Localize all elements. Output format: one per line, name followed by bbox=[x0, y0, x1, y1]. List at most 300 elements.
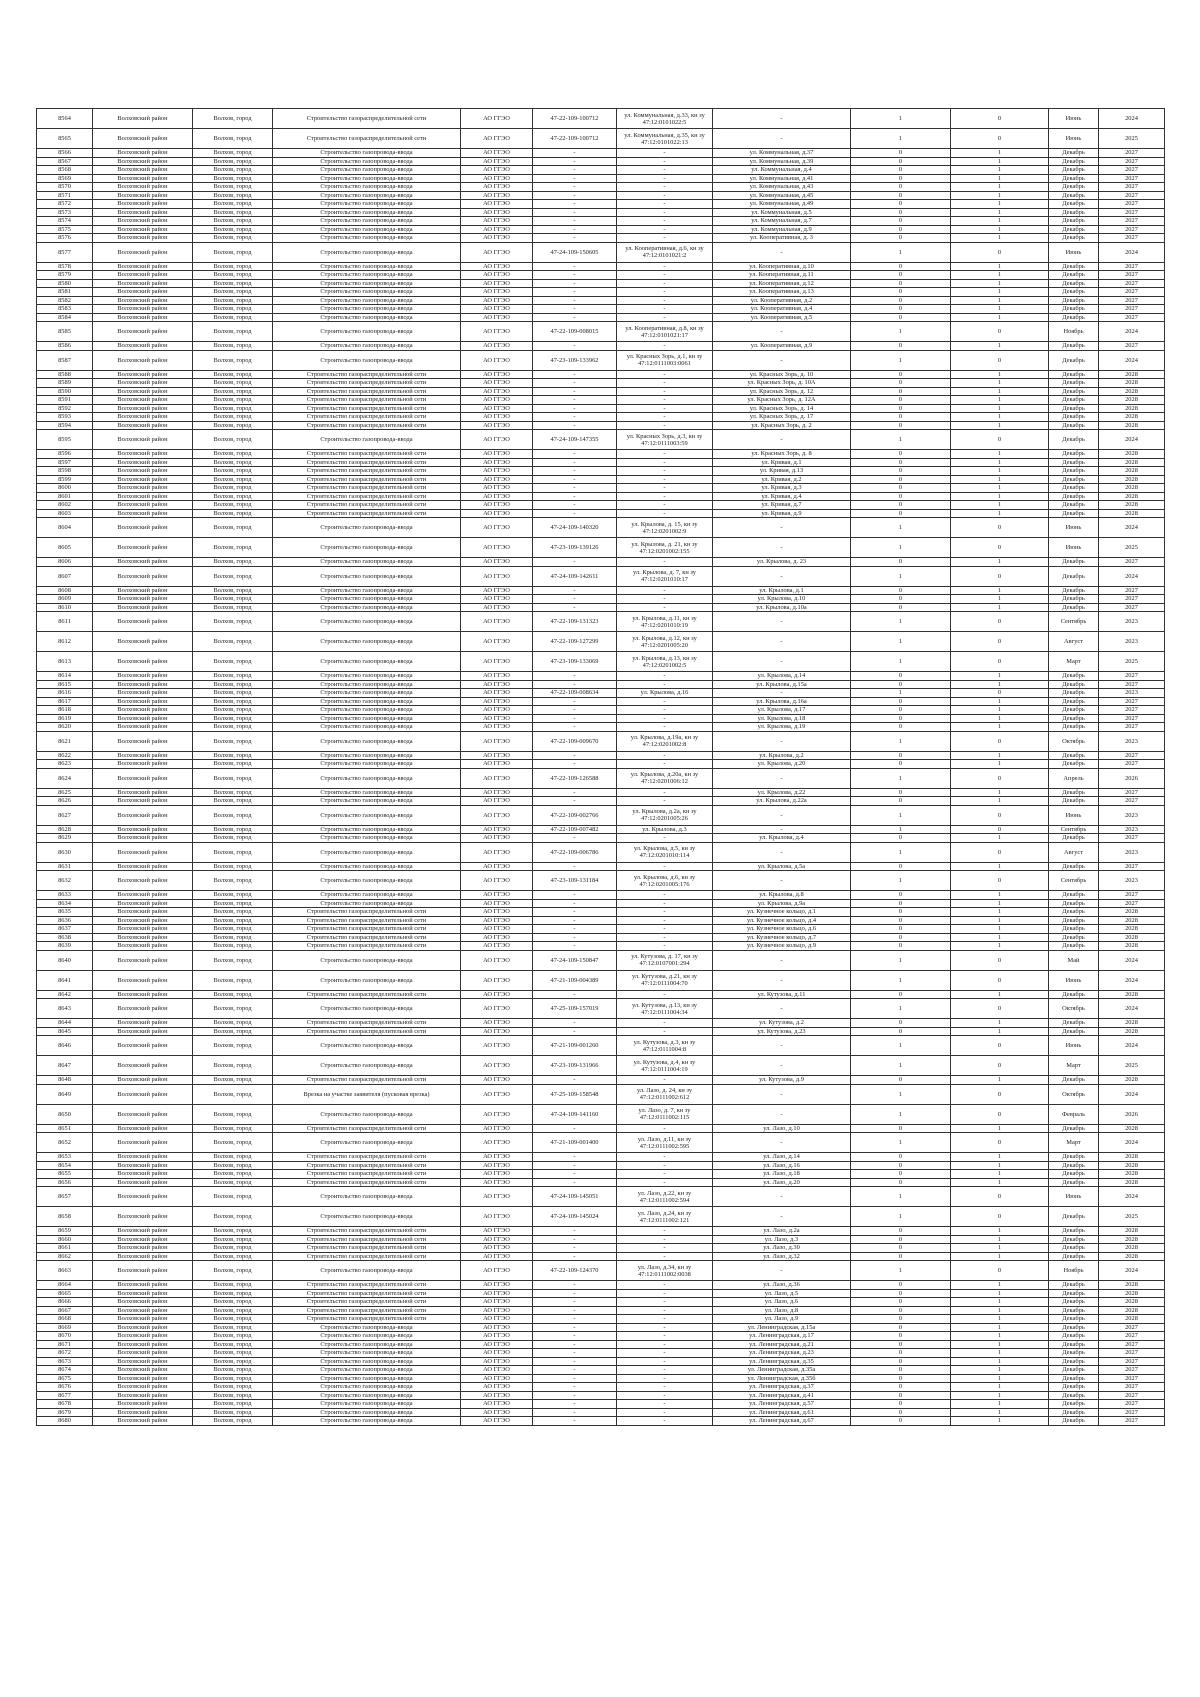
cell-district: Волховский район bbox=[93, 183, 193, 192]
cell-district: Волховский район bbox=[93, 1408, 193, 1417]
table-row bbox=[37, 1235, 1165, 1244]
cell-month: Октябрь bbox=[1049, 1084, 1099, 1104]
table-row bbox=[37, 1170, 1165, 1179]
cell-flag-a: 1 bbox=[851, 1261, 951, 1281]
cell-address: - bbox=[713, 1261, 851, 1281]
cell-locality: Волхов, город bbox=[193, 313, 273, 322]
cell-district: Волховский район bbox=[93, 603, 193, 612]
table-row bbox=[37, 413, 1165, 422]
cell-flag-a: 0 bbox=[851, 271, 951, 280]
cell-organization: АО ГГЭО bbox=[461, 387, 533, 396]
cell-address-with-cadastral: - bbox=[617, 1161, 713, 1170]
cell-organization: АО ГГЭО bbox=[461, 484, 533, 493]
cell-flag-a: 0 bbox=[851, 680, 951, 689]
cell-work-type: Строительство газопровода-ввода bbox=[273, 731, 461, 751]
cell-district: Волховский район bbox=[93, 279, 193, 288]
cell-locality: Волхов, город bbox=[193, 1374, 273, 1383]
cell-district: Волховский район bbox=[93, 296, 193, 305]
cell-row-number: 8670 bbox=[37, 1332, 93, 1341]
cell-address-with-cadastral: ул. Лазо, д. 24, кн зу 47:12:0111002:612 bbox=[617, 1084, 713, 1104]
cell-row-number: 8667 bbox=[37, 1306, 93, 1315]
cell-flag-a: 0 bbox=[851, 1252, 951, 1261]
cell-flag-b: 1 bbox=[951, 157, 1049, 166]
cell-year: 2028 bbox=[1099, 1019, 1165, 1028]
cell-flag-b: 1 bbox=[951, 1019, 1049, 1028]
cell-district: Волховский район bbox=[93, 191, 193, 200]
cell-flag-b: 0 bbox=[951, 1056, 1049, 1076]
cell-address: ул. Лазо, д.20 bbox=[713, 1178, 851, 1187]
cell-application-code: - bbox=[533, 413, 617, 422]
cell-address-with-cadastral: - bbox=[617, 421, 713, 430]
cell-flag-a: 0 bbox=[851, 342, 951, 351]
cell-district: Волховский район bbox=[93, 1019, 193, 1028]
cell-address-with-cadastral: - bbox=[617, 1281, 713, 1290]
cell-year: 2027 bbox=[1099, 595, 1165, 604]
cell-flag-b: 1 bbox=[951, 458, 1049, 467]
cell-row-number: 8651 bbox=[37, 1124, 93, 1133]
cell-district: Волховский район bbox=[93, 396, 193, 405]
cell-address-with-cadastral: - bbox=[617, 1153, 713, 1162]
cell-month: Декабрь bbox=[1049, 305, 1099, 314]
cell-application-code: - bbox=[533, 680, 617, 689]
cell-district: Волховский район bbox=[93, 788, 193, 797]
cell-row-number: 8656 bbox=[37, 1178, 93, 1187]
cell-month: Декабрь bbox=[1049, 1076, 1099, 1085]
cell-month: Декабрь bbox=[1049, 680, 1099, 689]
cell-year: 2026 bbox=[1099, 768, 1165, 788]
table-row bbox=[37, 632, 1165, 652]
table-row bbox=[37, 1207, 1165, 1227]
cell-address: ул. Ленинградская, д.41 bbox=[713, 1391, 851, 1400]
cell-month: Декабрь bbox=[1049, 313, 1099, 322]
cell-address-with-cadastral: - bbox=[617, 313, 713, 322]
cell-district: Волховский район bbox=[93, 595, 193, 604]
cell-district: Волховский район bbox=[93, 379, 193, 388]
cell-year: 2026 bbox=[1099, 1104, 1165, 1124]
cell-flag-a: 0 bbox=[851, 672, 951, 681]
cell-address-with-cadastral: ул. Кутузова, д.21, кн зу 47:12:0111004:70 bbox=[617, 970, 713, 990]
cell-district: Волховский район bbox=[93, 217, 193, 226]
cell-year: 2027 bbox=[1099, 706, 1165, 715]
cell-month: Декабрь bbox=[1049, 208, 1099, 217]
cell-district: Волховский район bbox=[93, 1252, 193, 1261]
cell-application-code: - bbox=[533, 595, 617, 604]
cell-application-code: - bbox=[533, 1281, 617, 1290]
cell-district: Волховский район bbox=[93, 492, 193, 501]
cell-address-with-cadastral: - bbox=[617, 1366, 713, 1375]
cell-application-code: - bbox=[533, 891, 617, 900]
cell-row-number: 8618 bbox=[37, 706, 93, 715]
cell-address: ул. Кузнечное кольцо, д.7 bbox=[713, 933, 851, 942]
cell-year: 2027 bbox=[1099, 1400, 1165, 1409]
cell-address: - bbox=[713, 1133, 851, 1153]
cell-flag-a: 0 bbox=[851, 421, 951, 430]
table-row bbox=[37, 714, 1165, 723]
cell-locality: Волхов, город bbox=[193, 271, 273, 280]
cell-application-code: - bbox=[533, 225, 617, 234]
cell-address: ул. Красных Зорь, д. 14 bbox=[713, 404, 851, 413]
cell-month: Март bbox=[1049, 1133, 1099, 1153]
cell-flag-b: 1 bbox=[951, 586, 1049, 595]
cell-month: Август bbox=[1049, 632, 1099, 652]
cell-address: ул. Ленинградская, д.35 bbox=[713, 1357, 851, 1366]
cell-year: 2024 bbox=[1099, 999, 1165, 1019]
cell-locality: Волхов, город bbox=[193, 149, 273, 158]
table-row bbox=[37, 1187, 1165, 1207]
cell-year: 2027 bbox=[1099, 279, 1165, 288]
cell-work-type: Строительство газораспределительной сети bbox=[273, 1298, 461, 1307]
cell-locality: Волхов, город bbox=[193, 891, 273, 900]
table-row bbox=[37, 1391, 1165, 1400]
cell-address: ул. Крылова, д.16а bbox=[713, 697, 851, 706]
cell-flag-b: 0 bbox=[951, 950, 1049, 970]
cell-work-type: Строительство газораспределительной сети bbox=[273, 413, 461, 422]
cell-organization: АО ГГЭО bbox=[461, 421, 533, 430]
cell-application-code: 47-25-109-158548 bbox=[533, 1084, 617, 1104]
cell-flag-b: 1 bbox=[951, 1332, 1049, 1341]
cell-work-type: Строительство газопровода-ввода bbox=[273, 200, 461, 209]
cell-organization: АО ГГЭО bbox=[461, 538, 533, 558]
cell-year: 2027 bbox=[1099, 788, 1165, 797]
cell-locality: Волхов, город bbox=[193, 899, 273, 908]
cell-district: Волховский район bbox=[93, 166, 193, 175]
cell-district: Волховский район bbox=[93, 342, 193, 351]
cell-address-with-cadastral: - bbox=[617, 1417, 713, 1426]
cell-district: Волховский район bbox=[93, 1315, 193, 1324]
cell-flag-b: 0 bbox=[951, 1104, 1049, 1124]
cell-locality: Волхов, город bbox=[193, 689, 273, 698]
table-row bbox=[37, 1076, 1165, 1085]
cell-address-with-cadastral: - bbox=[617, 191, 713, 200]
cell-organization: АО ГГЭО bbox=[461, 595, 533, 604]
cell-organization: АО ГГЭО bbox=[461, 279, 533, 288]
cell-year: 2027 bbox=[1099, 1391, 1165, 1400]
cell-address-with-cadastral: ул. Крылова, д.19а, кн зу 47:12:0201002:8 bbox=[617, 731, 713, 751]
cell-address-with-cadastral: ул. Крылова, д.3 bbox=[617, 825, 713, 834]
cell-flag-b: 1 bbox=[951, 1349, 1049, 1358]
cell-month: Декабрь bbox=[1049, 1349, 1099, 1358]
cell-work-type: Строительство газопровода-ввода bbox=[273, 1261, 461, 1281]
cell-work-type: Строительство газопровода-ввода bbox=[273, 350, 461, 370]
cell-row-number: 8596 bbox=[37, 450, 93, 459]
cell-address-with-cadastral: - bbox=[617, 586, 713, 595]
cell-work-type: Строительство газопровода-ввода bbox=[273, 586, 461, 595]
cell-row-number: 8671 bbox=[37, 1340, 93, 1349]
cell-month: Июнь bbox=[1049, 109, 1099, 129]
cell-organization: АО ГГЭО bbox=[461, 970, 533, 990]
cell-organization: АО ГГЭО bbox=[461, 1084, 533, 1104]
cell-district: Волховский район bbox=[93, 999, 193, 1019]
cell-locality: Волхов, город bbox=[193, 242, 273, 262]
cell-organization: АО ГГЭО bbox=[461, 458, 533, 467]
cell-row-number: 8645 bbox=[37, 1027, 93, 1036]
cell-address-with-cadastral: - bbox=[617, 891, 713, 900]
cell-application-code: - bbox=[533, 458, 617, 467]
cell-work-type: Строительство газопровода-ввода bbox=[273, 166, 461, 175]
cell-application-code: - bbox=[533, 834, 617, 843]
cell-month: Май bbox=[1049, 950, 1099, 970]
cell-locality: Волхов, город bbox=[193, 595, 273, 604]
cell-district: Волховский район bbox=[93, 1124, 193, 1133]
table-row bbox=[37, 404, 1165, 413]
cell-address: - bbox=[713, 1104, 851, 1124]
cell-locality: Волхов, город bbox=[193, 1281, 273, 1290]
cell-district: Волховский район bbox=[93, 1323, 193, 1332]
cell-organization: АО ГГЭО bbox=[461, 706, 533, 715]
cell-flag-b: 0 bbox=[951, 350, 1049, 370]
table-row bbox=[37, 751, 1165, 760]
cell-address: - bbox=[713, 350, 851, 370]
cell-address-with-cadastral: - bbox=[617, 501, 713, 510]
cell-flag-a: 1 bbox=[851, 825, 951, 834]
cell-work-type: Строительство газопровода-ввода bbox=[273, 825, 461, 834]
cell-address-with-cadastral: - bbox=[617, 1340, 713, 1349]
cell-work-type: Строительство газораспределительной сети bbox=[273, 109, 461, 129]
cell-application-code: 47-24-109-145051 bbox=[533, 1187, 617, 1207]
cell-organization: АО ГГЭО bbox=[461, 689, 533, 698]
cell-organization: АО ГГЭО bbox=[461, 1323, 533, 1332]
cell-address-with-cadastral: - bbox=[617, 157, 713, 166]
cell-application-code: 47-22-109-126588 bbox=[533, 768, 617, 788]
cell-application-code: - bbox=[533, 421, 617, 430]
cell-flag-a: 0 bbox=[851, 933, 951, 942]
cell-address-with-cadastral: - bbox=[617, 908, 713, 917]
cell-flag-b: 1 bbox=[951, 379, 1049, 388]
table-row bbox=[37, 305, 1165, 314]
cell-flag-a: 0 bbox=[851, 288, 951, 297]
cell-row-number: 8612 bbox=[37, 632, 93, 652]
cell-district: Волховский район bbox=[93, 1261, 193, 1281]
cell-work-type: Строительство газопровода-ввода bbox=[273, 296, 461, 305]
cell-flag-a: 0 bbox=[851, 751, 951, 760]
table-row bbox=[37, 925, 1165, 934]
cell-address: ул. Лазо, д.10 bbox=[713, 1124, 851, 1133]
cell-work-type: Строительство газопровода-ввода bbox=[273, 1187, 461, 1207]
cell-month: Декабрь bbox=[1049, 475, 1099, 484]
cell-locality: Волхов, город bbox=[193, 1161, 273, 1170]
cell-month: Декабрь bbox=[1049, 862, 1099, 871]
cell-year: 2024 bbox=[1099, 1261, 1165, 1281]
cell-address-with-cadastral: - bbox=[617, 413, 713, 422]
cell-month: Декабрь bbox=[1049, 603, 1099, 612]
cell-locality: Волхов, город bbox=[193, 603, 273, 612]
cell-locality: Волхов, город bbox=[193, 1417, 273, 1426]
cell-address-with-cadastral: - bbox=[617, 1391, 713, 1400]
cell-flag-b: 1 bbox=[951, 1400, 1049, 1409]
cell-month: Декабрь bbox=[1049, 1227, 1099, 1236]
cell-locality: Волхов, город bbox=[193, 509, 273, 518]
cell-address-with-cadastral: ул. Коммунальная, д.35, кн зу 47:12:0101022:13 bbox=[617, 129, 713, 149]
cell-district: Волховский район bbox=[93, 1244, 193, 1253]
cell-locality: Волхов, город bbox=[193, 612, 273, 632]
table-row bbox=[37, 1178, 1165, 1187]
cell-address: - bbox=[713, 430, 851, 450]
cell-year: 2027 bbox=[1099, 191, 1165, 200]
cell-month: Декабрь bbox=[1049, 1019, 1099, 1028]
cell-organization: АО ГГЭО bbox=[461, 404, 533, 413]
cell-address-with-cadastral: - bbox=[617, 1252, 713, 1261]
cell-row-number: 8604 bbox=[37, 518, 93, 538]
cell-flag-b: 1 bbox=[951, 1417, 1049, 1426]
cell-row-number: 8580 bbox=[37, 279, 93, 288]
cell-address-with-cadastral: - bbox=[617, 271, 713, 280]
cell-address-with-cadastral: ул. Лазо, д.11, кн зу 47:12:0111002:595 bbox=[617, 1133, 713, 1153]
cell-address-with-cadastral: - bbox=[617, 788, 713, 797]
cell-organization: АО ГГЭО bbox=[461, 788, 533, 797]
cell-application-code: 47-22-109-008015 bbox=[533, 322, 617, 342]
cell-month: Декабрь bbox=[1049, 1178, 1099, 1187]
cell-month: Декабрь bbox=[1049, 760, 1099, 769]
cell-flag-b: 1 bbox=[951, 760, 1049, 769]
cell-address: ул. Коммунальная, д.39 bbox=[713, 157, 851, 166]
cell-locality: Волхов, город bbox=[193, 697, 273, 706]
cell-flag-a: 0 bbox=[851, 166, 951, 175]
table-row bbox=[37, 1400, 1165, 1409]
cell-organization: АО ГГЭО bbox=[461, 1036, 533, 1056]
cell-address: ул. Кутузова, д.11 bbox=[713, 990, 851, 999]
cell-work-type: Строительство газораспределительной сети bbox=[273, 1019, 461, 1028]
cell-application-code: 47-23-109-131966 bbox=[533, 1056, 617, 1076]
cell-flag-b: 1 bbox=[951, 1383, 1049, 1392]
cell-flag-a: 0 bbox=[851, 174, 951, 183]
cell-work-type: Строительство газораспределительной сети bbox=[273, 404, 461, 413]
cell-row-number: 8634 bbox=[37, 899, 93, 908]
cell-month: Декабрь bbox=[1049, 1340, 1099, 1349]
cell-district: Волховский район bbox=[93, 538, 193, 558]
cell-organization: АО ГГЭО bbox=[461, 1383, 533, 1392]
cell-organization: АО ГГЭО bbox=[461, 768, 533, 788]
cell-organization: АО ГГЭО bbox=[461, 166, 533, 175]
table-row bbox=[37, 723, 1165, 732]
cell-flag-b: 1 bbox=[951, 342, 1049, 351]
cell-organization: АО ГГЭО bbox=[461, 999, 533, 1019]
cell-application-code: - bbox=[533, 1170, 617, 1179]
cell-flag-b: 0 bbox=[951, 689, 1049, 698]
cell-work-type: Строительство газопровода-ввода bbox=[273, 788, 461, 797]
cell-organization: АО ГГЭО bbox=[461, 672, 533, 681]
cell-work-type: Строительство газопровода-ввода bbox=[273, 271, 461, 280]
cell-organization: АО ГГЭО bbox=[461, 200, 533, 209]
cell-work-type: Строительство газопровода-ввода bbox=[273, 1391, 461, 1400]
cell-application-code: 47-22-109-131323 bbox=[533, 612, 617, 632]
cell-application-code: - bbox=[533, 990, 617, 999]
cell-locality: Волхов, город bbox=[193, 350, 273, 370]
table-row bbox=[37, 262, 1165, 271]
table-row bbox=[37, 731, 1165, 751]
cell-flag-a: 0 bbox=[851, 899, 951, 908]
cell-flag-b: 1 bbox=[951, 1366, 1049, 1375]
cell-organization: АО ГГЭО bbox=[461, 234, 533, 243]
cell-application-code: - bbox=[533, 404, 617, 413]
cell-organization: АО ГГЭО bbox=[461, 1357, 533, 1366]
cell-district: Волховский район bbox=[93, 680, 193, 689]
cell-application-code: - bbox=[533, 586, 617, 595]
table-row bbox=[37, 217, 1165, 226]
cell-year: 2027 bbox=[1099, 157, 1165, 166]
cell-address-with-cadastral: ул. Крылова, д.12, кн зу 47:12:0201005:20 bbox=[617, 632, 713, 652]
cell-flag-a: 0 bbox=[851, 1170, 951, 1179]
cell-organization: АО ГГЭО bbox=[461, 1178, 533, 1187]
cell-address-with-cadastral: - bbox=[617, 1244, 713, 1253]
table-row bbox=[37, 1161, 1165, 1170]
cell-application-code: - bbox=[533, 797, 617, 806]
cell-flag-a: 0 bbox=[851, 387, 951, 396]
cell-application-code: - bbox=[533, 492, 617, 501]
cell-application-code: - bbox=[533, 1306, 617, 1315]
cell-address: ул. Крылова, д.8 bbox=[713, 891, 851, 900]
cell-address-with-cadastral: ул. Кооперативная, д.6, кн зу 47:12:0101021:2 bbox=[617, 242, 713, 262]
cell-year: 2028 bbox=[1099, 925, 1165, 934]
cell-flag-b: 1 bbox=[951, 1391, 1049, 1400]
cell-organization: АО ГГЭО bbox=[461, 603, 533, 612]
cell-year: 2028 bbox=[1099, 484, 1165, 493]
cell-district: Волховский район bbox=[93, 942, 193, 951]
cell-district: Волховский район bbox=[93, 200, 193, 209]
cell-row-number: 8631 bbox=[37, 862, 93, 871]
table-row bbox=[37, 760, 1165, 769]
cell-district: Волховский район bbox=[93, 157, 193, 166]
cell-work-type: Строительство газопровода-ввода bbox=[273, 1207, 461, 1227]
table-row bbox=[37, 1323, 1165, 1332]
cell-district: Волховский район bbox=[93, 1289, 193, 1298]
cell-year: 2027 bbox=[1099, 200, 1165, 209]
cell-district: Волховский район bbox=[93, 458, 193, 467]
cell-organization: АО ГГЭО bbox=[461, 1281, 533, 1290]
cell-flag-b: 0 bbox=[951, 999, 1049, 1019]
cell-row-number: 8647 bbox=[37, 1056, 93, 1076]
table-row bbox=[37, 421, 1165, 430]
table-row bbox=[37, 1027, 1165, 1036]
cell-district: Волховский район bbox=[93, 933, 193, 942]
cell-address: ул. Лазо, д.3 bbox=[713, 1235, 851, 1244]
cell-flag-a: 0 bbox=[851, 450, 951, 459]
table-row bbox=[37, 825, 1165, 834]
cell-application-code: - bbox=[533, 450, 617, 459]
cell-flag-b: 0 bbox=[951, 322, 1049, 342]
cell-work-type: Строительство газопровода-ввода bbox=[273, 1374, 461, 1383]
cell-address-with-cadastral: - bbox=[617, 174, 713, 183]
cell-locality: Волхов, город bbox=[193, 933, 273, 942]
cell-flag-a: 1 bbox=[851, 950, 951, 970]
cell-district: Волховский район bbox=[93, 908, 193, 917]
cell-organization: АО ГГЭО bbox=[461, 723, 533, 732]
cell-organization: АО ГГЭО bbox=[461, 149, 533, 158]
cell-address: ул. Ленинградская, д.35а bbox=[713, 1366, 851, 1375]
table-row bbox=[37, 1153, 1165, 1162]
cell-flag-b: 1 bbox=[951, 862, 1049, 871]
cell-flag-b: 1 bbox=[951, 149, 1049, 158]
cell-flag-a: 0 bbox=[851, 586, 951, 595]
cell-locality: Волхов, город bbox=[193, 421, 273, 430]
cell-month: Декабрь bbox=[1049, 262, 1099, 271]
cell-flag-b: 1 bbox=[951, 680, 1049, 689]
table-row bbox=[37, 370, 1165, 379]
cell-work-type: Строительство газораспределительной сети bbox=[273, 421, 461, 430]
cell-district: Волховский район bbox=[93, 990, 193, 999]
cell-flag-b: 1 bbox=[951, 603, 1049, 612]
cell-work-type: Строительство газопровода-ввода bbox=[273, 1400, 461, 1409]
cell-flag-a: 0 bbox=[851, 1306, 951, 1315]
cell-year: 2023 bbox=[1099, 842, 1165, 862]
cell-organization: АО ГГЭО bbox=[461, 1076, 533, 1085]
cell-work-type: Врезка на участке заявителя (пусковая врезка) bbox=[273, 1084, 461, 1104]
cell-flag-b: 0 bbox=[951, 632, 1049, 652]
cell-district: Волховский район bbox=[93, 731, 193, 751]
cell-district: Волховский район bbox=[93, 891, 193, 900]
cell-flag-a: 1 bbox=[851, 566, 951, 586]
cell-flag-a: 0 bbox=[851, 1374, 951, 1383]
cell-address: ул. Кооперативная, д.13 bbox=[713, 288, 851, 297]
